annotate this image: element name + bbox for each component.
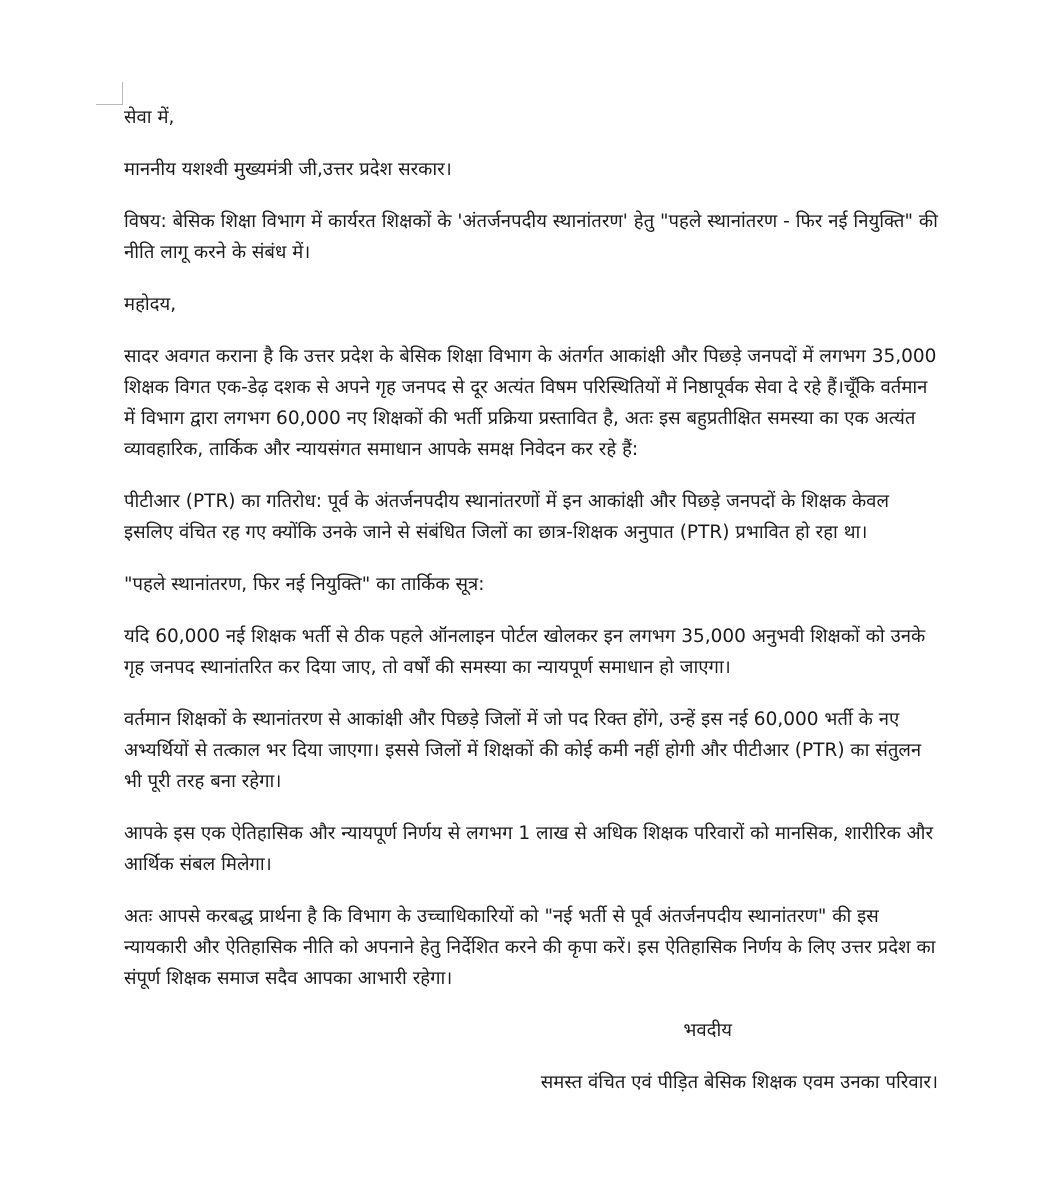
paragraph-vacancy-fill: वर्तमान शिक्षकों के स्थानांतरण से आकांक्षी और पिछड़े जिलों में जो पद रिक्त होंगे, उन्हें इस नई 60,000 भर्ती के नए अभ्यर्थियों से तत्काल भर दिया जाएगा। इससे जिलों में शिक्षकों की कोई कमी नहीं होगी और पीटीआर (PTR) का संतुलन भी पूरी तरह बना रहेगा। xyxy=(124,709,922,792)
paragraph-ptr-deadlock: पीटीआर (PTR) का गतिरोध: पूर्व के अंतर्जनपदीय स्थानांतरणों में इन आकांक्षी और पिछड़े जनपदों के शिक्षक केवल इसलिए वंचित रह गए क्योंकि उनके जाने से संबंधित जिलों का छात्र-शिक्षक अनुपात (PTR) प्रभावित हो रहा था। xyxy=(124,491,889,543)
paragraph-request: अतः आपसे करबद्ध प्रार्थना है कि विभाग के उच्चाधिकारियों को "नई भर्ती से पूर्व अंतर्जनपदीय स्थानांतरण" की इस न्यायकारी और ऐतिहासिक नीति को अपनाने हेतु निर्देशित करने की कृपा करें। इस ऐतिहासिक निर्णय के लिए उत्तर प्रदेश का संपूर्ण शिक्षक समाज सदैव आपका आभारी रहेगा। xyxy=(124,906,936,989)
paragraph-intro: सादर अवगत कराना है कि उत्तर प्रदेश के बेसिक शिक्षा विभाग के अंतर्गत आकांक्षी और पिछड़े जनपदों में लगभग 35,000 शिक्षक विगत एक-डेढ़ दशक से अपने गृह जनपद से दूर अत्यंत विषम परिस्थितियों में निष्ठापूर्वक सेवा दे रहे हैं।चूँकि वर्तमान में विभाग द्वारा लगभग 60,000 नए शिक्षकों की भर्ती प्रक्रिया प्रस्तावित है, अतः इस बहुप्रतीक्षित समस्या का एक अत्यंत व्यावहारिक, तार्किक और न्यायसंगत समाधान आपके समक्ष निवेदन कर रहे हैं: xyxy=(124,346,937,460)
signature: समस्त वंचित एवं पीड़ित बेसिक शिक्षक एवम उनका परिवार। xyxy=(540,1072,938,1093)
paragraph-transfer-first: यदि 60,000 नई शिक्षक भर्ती से ठीक पहले ऑनलाइन पोर्टल खोलकर इन लगभग 35,000 अनुभवी शिक्षकों को उनके गृह जनपद स्थानांतरित कर दिया जाए, तो वर्षों की समस्या का न्यायपूर्ण समाधान हो जाएगा। xyxy=(124,626,926,678)
subject-line: विषय: बेसिक शिक्षा विभाग में कार्यरत शिक्षकों के 'अंतर्जनपदीय स्थानांतरण' हेतु "पहले स्थानांतरण - फिर नई नियुक्ति" की नीति लागू करने के संबंध में। xyxy=(124,211,938,263)
paragraph-benefit: आपके इस एक ऐतिहासिक और न्यायपूर्ण निर्णय से लगभग 1 लाख से अधिक शिक्षक परिवारों को मानसिक, शारीरिक और आर्थिक संबल मिलेगा। xyxy=(124,823,934,875)
page-corner-marker xyxy=(96,82,123,105)
salutation-to: सेवा में, xyxy=(124,107,175,128)
letter-body xyxy=(124,102,944,1119)
section-heading: "पहले स्थानांतरण, फिर नई नियुक्ति" का तार्किक सूत्र: xyxy=(124,574,485,595)
greeting: महोदय, xyxy=(124,294,177,315)
addressee: माननीय यशश्वी मुख्यमंत्री जी,उत्तर प्रदेश सरकार। xyxy=(124,159,452,180)
closing: भवदीय xyxy=(683,1020,732,1041)
